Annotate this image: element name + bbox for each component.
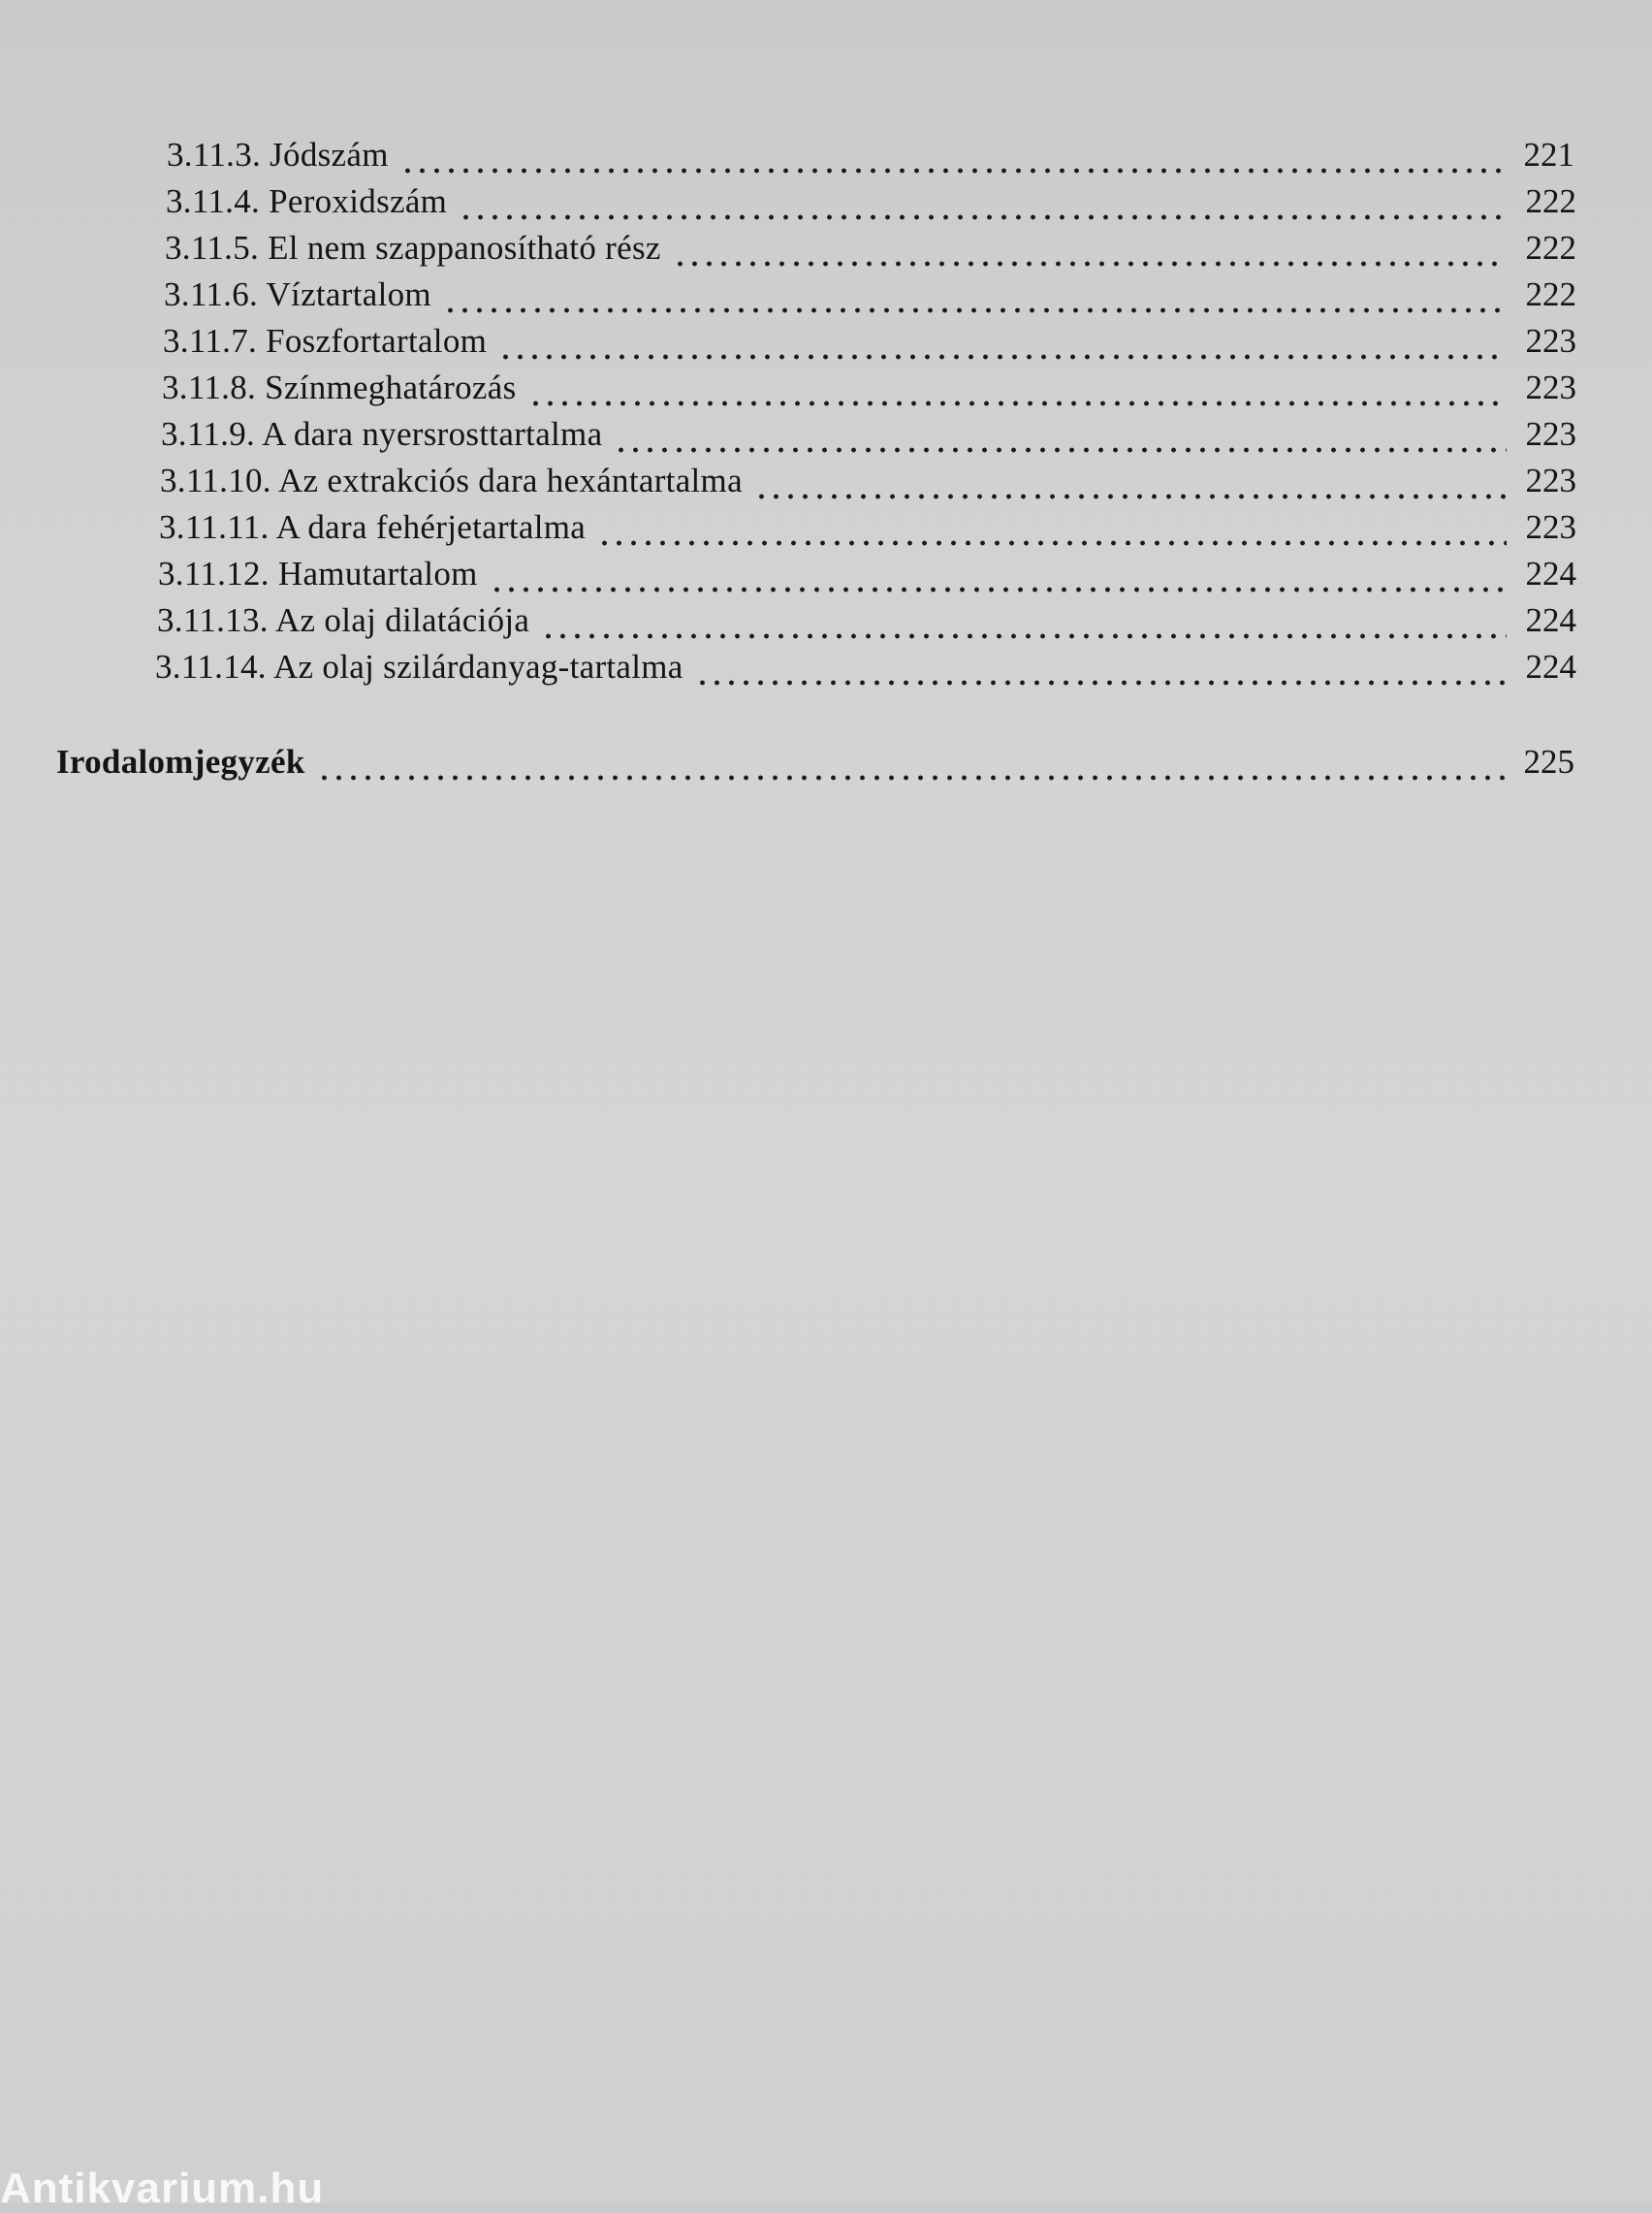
toc-entry-label: 3.11.13. Az olaj dilatációja	[157, 601, 530, 639]
toc-entry-label: 3.11.5. El nem szappanosítható rész	[165, 229, 661, 267]
toc-entry-page: 223	[1525, 415, 1576, 453]
toc-entry-label: 3.11.11. A dara fehérjetartalma	[159, 508, 587, 546]
toc-section-label: Irodalomjegyzék	[56, 743, 305, 781]
toc-entry-page: 222	[1525, 229, 1576, 267]
toc-entry	[155, 640, 1576, 687]
toc-leader-dots	[443, 285, 1507, 314]
toc-entry-page: 222	[1525, 182, 1576, 220]
toc-entry	[160, 454, 1576, 500]
toc-leader-dots	[673, 239, 1507, 268]
toc-entry-label: 3.11.3. Jódszám	[167, 136, 389, 174]
toc-leader-dots	[754, 471, 1507, 500]
toc-entry-page: 223	[1525, 508, 1576, 546]
toc-section-entry	[56, 735, 1574, 782]
toc-entry-label: 3.11.9. A dara nyersrosttartalma	[161, 415, 603, 453]
toc-entry-label: 3.11.4. Peroxidszám	[166, 182, 448, 220]
toc-leader-dots	[459, 192, 1507, 221]
toc-entry	[165, 221, 1576, 268]
toc-entry-label: 3.11.7. Foszfortartalom	[163, 322, 488, 360]
toc-leader-dots	[498, 332, 1507, 361]
toc-entry	[157, 593, 1576, 640]
toc-leader-dots	[490, 564, 1507, 593]
toc-entry	[159, 500, 1576, 547]
toc-entry-label: 3.11.14. Az olaj szilárdanyag-tartalma	[155, 648, 683, 686]
toc-entry-page: 223	[1525, 462, 1576, 499]
toc-entry-page: 223	[1525, 369, 1576, 406]
toc-section-page: 225	[1523, 743, 1574, 781]
toc-leader-dots	[317, 753, 1505, 782]
toc-leader-dots	[695, 657, 1507, 687]
toc-leader-dots	[528, 378, 1507, 407]
toc-leader-dots	[614, 425, 1507, 454]
toc-entry-page: 222	[1525, 275, 1576, 313]
toc-entry-page: 224	[1525, 648, 1576, 686]
toc-entry-page: 223	[1525, 322, 1576, 360]
toc-entry-page: 224	[1525, 555, 1576, 593]
toc-entry	[162, 361, 1576, 407]
toc-entry	[167, 128, 1574, 175]
toc-entry-label: 3.11.10. Az extrakciós dara hexántartalma	[160, 462, 743, 499]
toc-entry	[161, 407, 1576, 454]
watermark-text: Antikvarium.hu	[0, 2165, 325, 2212]
toc-leader-dots	[400, 145, 1505, 175]
toc-entry-label: 3.11.8. Színmeghatározás	[162, 369, 517, 406]
toc-entry	[163, 314, 1576, 361]
toc-entry-page: 221	[1523, 136, 1574, 174]
toc-entry	[164, 268, 1576, 314]
toc-entry	[166, 175, 1576, 221]
toc-leader-dots	[541, 611, 1507, 640]
toc-leader-dots	[597, 518, 1507, 547]
toc-entry-page: 224	[1525, 601, 1576, 639]
toc-entry-label: 3.11.6. Víztartalom	[164, 275, 431, 313]
toc-entry-label: 3.11.12. Hamutartalom	[158, 555, 478, 593]
toc-entry	[158, 547, 1576, 593]
